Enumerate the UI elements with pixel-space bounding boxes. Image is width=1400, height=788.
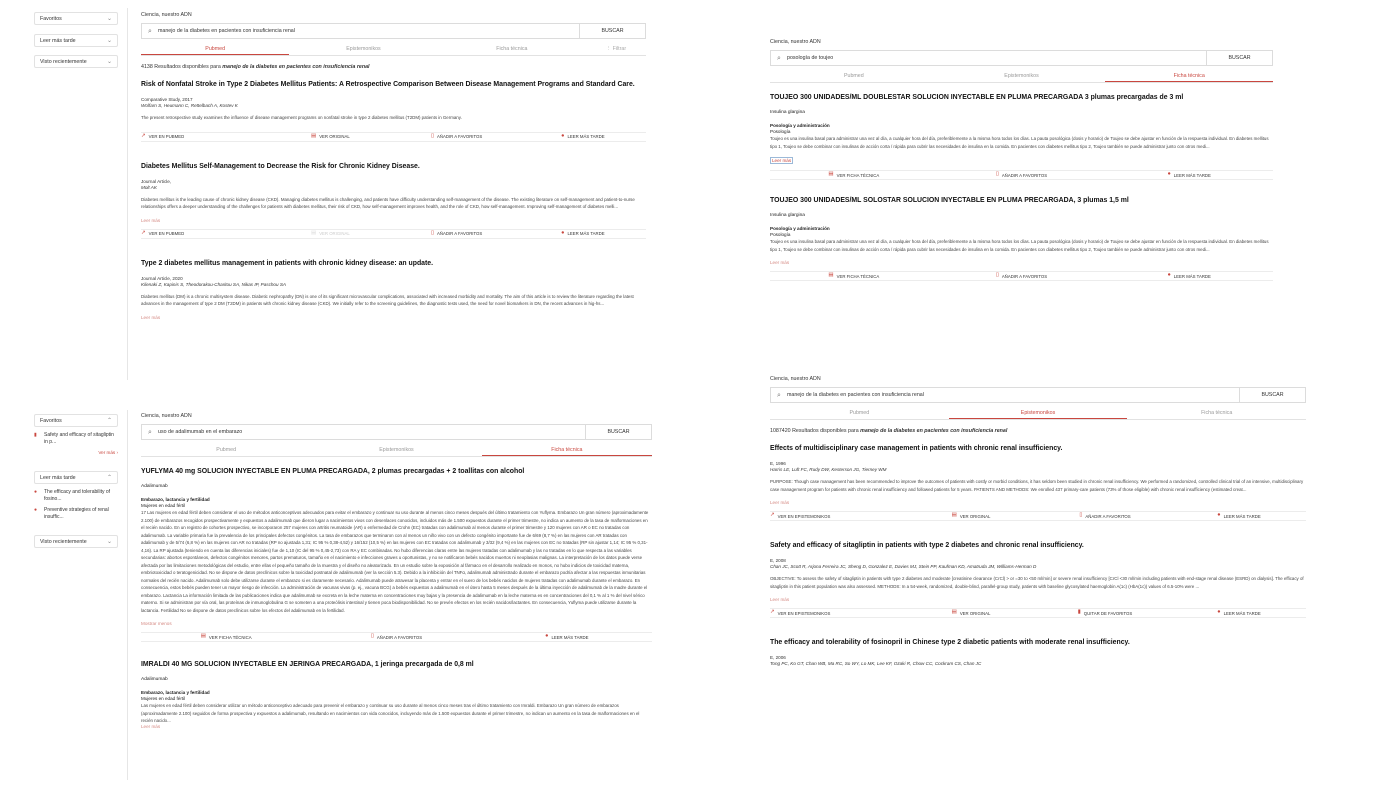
drug-actions	[141, 632, 652, 642]
ver-ficha-tecnica-button[interactable]	[770, 273, 938, 279]
add-favorites-button[interactable]	[1038, 513, 1172, 519]
article-type: Journal Article, 2020	[141, 275, 183, 281]
search-button[interactable]: BUSCAR	[1206, 51, 1272, 65]
section-subheading: Posología	[770, 129, 791, 134]
article-title[interactable]: Effects of multidisciplinary case management in patients with chronic renal insufficiency.	[770, 445, 1063, 452]
ver-en-epistemonikos-button[interactable]	[770, 513, 904, 519]
tab-ficha-tecnica[interactable]: Ficha técnica	[1201, 410, 1233, 416]
read-later-button[interactable]	[520, 134, 646, 140]
ver-mas-link[interactable]	[34, 450, 118, 455]
sidebar-visto-dropdown[interactable]	[34, 535, 118, 548]
ver-ficha-tecnica-button[interactable]	[141, 634, 311, 640]
leer-item[interactable]	[34, 489, 118, 503]
add-favorites-label: AÑADIR A FAVORITOS	[437, 134, 483, 139]
drug-text: Toujeo es una insulina basal para administrar una vez al día, a cualquier hora del día, preferiblemente a la misma hora todos los días. La pauta posológica (dosis y horario) de Toujeo se debe ajustar en función de la respuesta individual. En diabetes mellitus tipo 1, Toujeo se debe combinar con insulinas de acción corta / rápida para cubrir las necesidades de insulina en la comida. En pacientes con diabetes mellitus tipo 2, Toujeo también se puede administrar junto con otros medi...	[770, 239, 1269, 252]
brand-title: Ciencia, nuestro ADN	[770, 376, 821, 382]
article-card	[141, 80, 646, 142]
results-query: manejo de la diabetes en pacientes con insuficiencia renal	[222, 64, 370, 70]
filter-icon: ⋮	[605, 46, 612, 52]
article-card	[141, 162, 646, 239]
bookmark-icon: ▯	[370, 633, 374, 640]
results-count-text: 1087420 Resultados disponibles para	[770, 428, 859, 434]
search-input[interactable]: uso de adalimumab en el embarazo	[158, 429, 243, 435]
drug-card	[770, 93, 1273, 180]
add-favorites-button[interactable]	[311, 634, 481, 640]
article-authors: Tong PC, Ko GT, Chan WB, Ma RC, So WY, Lo MK, Lee KF, Ozaki R, Chow CC, Cockram CS, Chan JC	[770, 661, 982, 666]
ver-ficha-label: VER FICHA TÉCNICA	[836, 172, 880, 178]
external-link-icon: ↗	[141, 132, 146, 139]
sidebar-divider	[127, 410, 128, 780]
search-button[interactable]: BUSCAR	[585, 425, 651, 439]
remove-favorites-label: QUITAR DE FAVORITOS	[1083, 610, 1133, 616]
favorite-item[interactable]	[34, 432, 118, 446]
source-tabs	[141, 445, 652, 457]
bookmark-icon: ▯	[431, 229, 435, 236]
search-icon: ⌕	[148, 27, 152, 35]
search-bar	[770, 50, 1273, 66]
search-icon: ⌕	[777, 54, 781, 62]
ver-en-epistemonikos-label: VER EN EPISTEMONIKOS	[777, 513, 831, 519]
drug-text: Las mujeres en edad fértil deben considerar utilizar un método anticonceptivo adecuado para prevenir el embarazo y continuar su uso durante al menos cinco meses tras el último tratamiento con Imraldi. Embarazo Un gran número de embarazos (aproximadamente 2.100) seguidos de forma prospectiva y expuestos a adalimumab, resultando en nacimientos con vida conocidos, incluyendo más de 1.500 expuestos durante el primer trimestre, no indican un aumento en la tasa de malformaciones en el recién nacido...	[141, 703, 640, 723]
visto-label: Visto recientemente	[40, 58, 87, 65]
clock-icon: ●	[545, 633, 549, 640]
leer-mas-link[interactable]: Leer más	[141, 314, 161, 320]
drug-card	[770, 196, 1273, 281]
chevron-right-icon: ›	[116, 450, 118, 455]
ver-ficha-label: VER FICHA TÉCNICA	[208, 634, 252, 640]
article-authors: Kilenaki Z, Kapinis S, Theodorakou-Charitou SA, Nikas IP, Paschou SA	[141, 281, 286, 287]
search-button[interactable]: BUSCAR	[579, 24, 645, 38]
article-abstract: The present retrospective study examines the influence of disease management programs on nonfatal stroke in type 2 diabetes mellitus (T2DM) patients in Germany.	[141, 115, 462, 120]
add-favorites-button[interactable]	[938, 273, 1106, 279]
drug-title[interactable]: YUFLYMA 40 mg SOLUCION INYECTABLE EN PLUMA PRECARGADA, 2 plumas precargadas + 2 toallitas con alcohol	[141, 468, 525, 475]
add-favorites-label: AÑADIR A FAVORITOS	[1001, 172, 1048, 178]
bookmark-icon: ▯	[1079, 512, 1083, 519]
drug-title[interactable]: TOUJEO 300 UNIDADES/ML DOUBLESTAR SOLUCION INYECTABLE EN PLUMA PRECARGADA 3 plumas precargadas de 3 ml	[770, 94, 1184, 101]
favorite-item-text: Safety and efficacy of sitagliptin in p...	[44, 432, 114, 445]
bookmark-icon: ▮	[34, 432, 37, 438]
chevron-down-icon: ⌄	[106, 58, 112, 65]
ficha-tecnica-panel	[141, 413, 652, 785]
article-abstract: OBJECTIVE: To assess the safety of sitagliptin in patients with type 2 diabetes and moderate [creatinine clearance (CrCl) > or =30 to <50 ml/min] or severe renal insufficiency [CrCl <30 ml/min including patients with end-stage renal disease (ESRD) on dialysis]. The efficacy of sitagliptin in this patient population was also assessed. METHODS: In a 54-week, randomized, double-blind, parallel-group study, patients with baseline glycosylated haemoglobin A(1c) (HbA(1c)) values of 6.5-10% were ...	[770, 576, 1304, 589]
add-favorites-button[interactable]	[938, 172, 1106, 178]
ver-original-label: VER ORIGINAL	[959, 513, 991, 519]
bookmark-filled-icon: ▮	[1077, 609, 1081, 616]
section-heading: Posología y administración	[770, 123, 830, 128]
ver-en-pubmed-button[interactable]	[141, 231, 267, 237]
document-icon: ▤	[828, 171, 834, 178]
epistemonikos-results-panel	[770, 376, 1306, 756]
tab-ficha-tecnica[interactable]: Ficha técnica	[496, 46, 528, 52]
leer-mas-link[interactable]: Leer más	[772, 158, 792, 163]
ver-original-label: VER ORIGINAL	[959, 610, 991, 616]
sidebar-divider	[127, 8, 128, 380]
results-query: manejo de la diabetes en pacientes con insuficiencia renal	[860, 428, 1008, 434]
article-actions	[770, 608, 1306, 618]
leer-item[interactable]	[34, 507, 118, 521]
chevron-down-icon: ⌄	[106, 37, 112, 44]
article-title[interactable]: Risk of Nonfatal Stroke in Type 2 Diabetes Mellitus Patients: A Retrospective Comparison Between Disease Management Programs and Standard Care.	[141, 81, 635, 88]
clock-icon: ●	[1217, 609, 1221, 616]
favoritos-label: Favoritos	[40, 417, 62, 424]
article-title[interactable]: Type 2 diabetes mellitus management in patients with chronic kidney disease: an update.	[141, 259, 434, 267]
read-later-label: LEER MÁS TARDE	[551, 634, 589, 640]
chevron-down-icon: ⌄	[106, 538, 112, 545]
read-later-label: LEER MÁS TARDE	[1173, 172, 1211, 178]
tab-epistemonikos[interactable]: Epistemonikos	[1004, 73, 1039, 79]
tab-pubmed[interactable]: Pubmed	[141, 44, 289, 55]
search-bar	[770, 387, 1306, 403]
section-subheading: Posología	[770, 232, 791, 237]
document-icon: ▤	[951, 609, 957, 616]
tab-ficha-tecnica[interactable]: Ficha técnica	[1105, 71, 1273, 82]
drug-title[interactable]: TOUJEO 300 UNIDADES/ML SOLOSTAR SOLUCION INYECTABLE EN PLUMA PRECARGADA, 3 plumas 1,5 ml	[770, 197, 1129, 204]
drug-actions	[770, 271, 1273, 281]
article-card	[141, 259, 646, 320]
read-later-label: LEER MÁS TARDE	[567, 231, 605, 236]
ver-original-label: VER ORIGINAL	[319, 231, 350, 236]
leer-mas-link[interactable]: Leer más	[141, 724, 161, 729]
article-authors: Wolfarn S, Heumann C, Rettelbach A, Kostev K	[141, 103, 238, 108]
read-later-button[interactable]	[1172, 513, 1306, 519]
ver-original-button	[267, 231, 393, 237]
external-link-icon: ↗	[770, 512, 775, 519]
leer-label: Leer más tarde	[40, 474, 76, 481]
drug-substance: Insulina glargina	[770, 213, 805, 218]
add-favorites-button[interactable]	[394, 134, 520, 140]
leer-mas-link[interactable]: Leer más	[770, 260, 790, 265]
search-icon: ⌕	[777, 391, 781, 399]
section-heading: Embarazo, lactancia y fertilidad	[141, 497, 210, 502]
ficha-tecnica-panel	[770, 39, 1273, 324]
brand-title: Ciencia, nuestro ADN	[141, 413, 192, 419]
article-authors: Chan JC, Scott R, Arjona Ferreira JC, Sheng D, Gonzalez E, Davies MJ, Stein PP, Kaufman KD, Amatruda JM, Williams-Herman D	[770, 564, 1037, 569]
document-icon: ▤	[951, 512, 957, 519]
brand-title: Ciencia, nuestro ADN	[770, 39, 821, 45]
article-authors: Molt AK	[141, 184, 157, 190]
article-type: E, 2006	[770, 655, 786, 660]
favoritos-list	[34, 428, 118, 468]
filter-label: Filtrar	[612, 46, 627, 52]
read-later-label: LEER MÁS TARDE	[1223, 513, 1261, 519]
ver-original-button[interactable]	[904, 610, 1038, 616]
document-icon: ▤	[828, 272, 834, 279]
article-abstract: PURPOSE: Though case management has been recommended to improve the outcomes of patients with costly or morbid conditions, it has seldom been studied in chronic renal insufficiency. We performed a randomized, controlled clinical trial of an intensive, multidisciplinary case management program for patients with chronic renal insufficiency and followed patients for 5 years. PATIENTS AND METHODS: We enrolled 437 primary-care patients (73% of those eligible) with chronic renal insufficiency (estimated creat...	[770, 479, 1304, 492]
source-tabs	[141, 44, 646, 56]
article-type: Journal Article,	[141, 178, 172, 184]
source-tabs	[770, 408, 1306, 420]
ver-en-epistemonikos-button[interactable]	[770, 610, 904, 616]
read-later-button[interactable]	[1172, 610, 1306, 616]
search-input[interactable]: posología de toujeo	[787, 55, 834, 61]
clock-icon: ●	[561, 132, 565, 139]
results-count	[141, 64, 646, 70]
drug-substance: Adalimumab	[141, 677, 168, 682]
article-actions	[770, 511, 1306, 521]
add-favorites-label: AÑADIR A FAVORITOS	[437, 231, 483, 236]
bookmark-icon: ▯	[995, 171, 999, 178]
document-icon: ▤	[310, 229, 317, 236]
article-actions	[141, 229, 646, 239]
sidebar-favoritos-dropdown[interactable]	[34, 12, 118, 25]
clock-icon: ●	[34, 507, 38, 513]
search-bar	[141, 23, 646, 39]
clock-icon: ●	[1167, 272, 1171, 279]
tab-pubmed[interactable]: Pubmed	[843, 73, 864, 79]
tab-pubmed[interactable]: Pubmed	[216, 447, 237, 453]
sidebar-leer-dropdown[interactable]	[34, 34, 118, 47]
article-type: E, 1996	[770, 461, 786, 466]
tab-ficha-tecnica[interactable]: Ficha técnica	[482, 445, 652, 456]
results-count-text: 4138 Resultados disponibles para	[141, 64, 221, 70]
add-favorites-button[interactable]	[394, 231, 520, 237]
add-favorites-label: AÑADIR A FAVORITOS	[376, 634, 423, 640]
bookmark-icon: ▯	[995, 272, 999, 279]
sidebar-favoritos-dropdown[interactable]	[34, 414, 118, 427]
leer-item-text: Preventive strategies of renal insuffic...	[44, 507, 109, 520]
ver-en-pubmed-button[interactable]	[141, 134, 267, 140]
drug-text: 17 Las mujeres en edad fértil deben considerar el uso de métodos anticonceptivos adecuados para evitar el embarazo y continuar su uso durante al menos cinco meses después del último tratamiento con Yuflyma. Embarazo Un gran número (aproximadamente 2.100) de embarazos recogidos prospectivamente y expuestos a adalimumab que dieron lugar a nacimientos vivos con desenlaces conocidos, incluidos más de 1.500 expuestos durante el primer trimestre, no indica un aumento de la tasa de malformaciones en el recién nacido. En un registro de cohortes prospectivo, se incorporaron 257 mujeres con artritis reumatoide (AR) o enfermedad de Crohn (EC) tratadas con adalimumab al menos durante el primer trimestre y 120 mujeres con AR o EC no tratadas con adalimumab. La variable primaria fue la prevalencia de los principales defectos congénitos. La tasa de embarazos que terminaron con al menos un niño vivo con un defecto congénito importante fue de 6/69 (8,7 %) en las mujeres con AR tratadas con adalimumab y de 5/74 (6,8 %) en las mujeres con AR no tratadas (RP no ajustada 1,31; IC 95 % 0,38-4,52) y 16/152 (10,5 %) en las mujeres con EC tratadas con adalimumab y 3/32 (9,4 %) en las mujeres con EC no tratadas (RP sin ajustar 1,14; IC 95 % 0,31-4,16). La RP ajustada (teniendo en cuenta las diferencias iniciales) fue de 1,10 (IC del 95 % 0,45-2,73) con RA y EC combinadas. No hubo diferencias claras entre las mujeres tratadas con adalimumab y las no tratadas en lo que respecta a las variables secundarias: abortos espontáneos, defectos congénitos menores, partos prematuros, tamaño en el nacimiento e infecciones graves u oportunistas, y no se notificaron bebés nacidos muertos ni neoplasias malignas. La interpretación de los datos puede verse afectada por las limitaciones metodológicas del estudio, entre ellas el pequeño tamaño de la muestra y el diseño no aleatorizado. En un estudio sobre la exposición al fármaco en el desarrollo realizado en monos, no hubo indicios de toxicidad materna, embriotoxicidad o teratogenicidad. No se dispone de datos preclínicos sobre la toxicidad postnatal de adalimumab (ver la sección 5.3). Debido a la inhibición del TNFα, adalimumab administrado durante el embarazo podría afectar a las respuestas inmunitarias normales del recién nacido. Adalimumab solo debe utilizarse durante el embarazo si es claramente necesario. Adalimumab puede atravesar la placenta y entrar en el suero de los bebés nacidos de mujeres tratadas con adalimumab durante el embarazo. En consecuencia, estos bebés pueden tener un mayor riesgo de infección. La administración de vacunas vivas (p. ej., vacuna BCG) a bebés expuestos a adalimumab en el útero hasta 5 meses después de la última inyección de adalimumab de la madre durante el embarazo. Lactancia La información limitada de las publicaciones indica que adalimumab se excreta en la leche materna en concentraciones muy bajas y la presencia de adalimumab en la leche materna es en concentraciones del 0,1 % al 1 % del nivel sérico materno. Si se administran por vía oral, las proteínas de inmunoglobulina G se someten a una proteólisis intestinal y tienen poca biodisponibilidad. No se prevén efectos en los recién nacidos/lactantes. En consecuencia, Yuflyma puede utilizarse durante la lactancia. Fertilidad No se dispone de datos preclínicos sobre los efectos del adalimumab en la fertilidad.	[141, 510, 649, 613]
ver-en-epistemonikos-label: VER EN EPISTEMONIKOS	[777, 610, 831, 616]
article-card	[770, 541, 1306, 618]
read-later-button[interactable]	[520, 231, 646, 237]
section-heading: Embarazo, lactancia y fertilidad	[141, 690, 210, 695]
clock-icon: ●	[1167, 171, 1171, 178]
article-title[interactable]: Safety and efficacy of sitagliptin in patients with type 2 diabetes and chronic renal insufficiency.	[770, 542, 1084, 549]
external-link-icon: ↗	[770, 609, 775, 616]
read-later-label: LEER MÁS TARDE	[1223, 610, 1261, 616]
ver-en-pubmed-label: VER EN PUBMED	[148, 134, 185, 139]
ver-original-button[interactable]	[267, 134, 393, 140]
section-heading: Posología y administración	[770, 226, 830, 231]
tab-epistemonikos[interactable]: Epistemonikos	[949, 408, 1128, 419]
drug-substance: Adalimumab	[141, 484, 168, 489]
add-favorites-label: AÑADIR A FAVORITOS	[1001, 273, 1048, 279]
ver-ficha-label: VER FICHA TÉCNICA	[836, 273, 880, 279]
article-authors: Harris LE, Luft FC, Rudy DW, Kesterson JG, Tierney WM	[770, 467, 887, 472]
ver-original-label: VER ORIGINAL	[319, 134, 350, 139]
brand-title: Ciencia, nuestro ADN	[141, 12, 192, 18]
leer-list	[34, 485, 118, 531]
sidebar-leer-dropdown[interactable]	[34, 471, 118, 484]
chevron-up-icon: ⌃	[106, 417, 112, 424]
visto-label: Visto recientemente	[40, 538, 87, 545]
clock-icon: ●	[561, 229, 565, 236]
search-icon: ⌕	[148, 428, 152, 436]
article-abstract: Diabetes mellitus (DM) is a chronic multisystem disease. Diabetic nephropathy (DN) is one of its significant microvascular complications, associated with increased morbidity and mortality. The aim of this article is to review the literature regarding the latest advances in the management of type 2 DM (T2DM) in patients with chronic kidney disease (CKD). We initially refer to the screening guidelines, the diagnostic tests used, the need for novel biomarkers in DN, the recent advances in hig-hs...	[141, 293, 634, 306]
drug-card	[141, 660, 652, 729]
mostrar-menos-link[interactable]: Mostrar menos	[141, 621, 172, 626]
read-later-button[interactable]	[1105, 172, 1273, 178]
ver-original-button[interactable]	[904, 513, 1038, 519]
favoritos-label: Favoritos	[40, 15, 62, 22]
search-input[interactable]: manejo de la diabetes en pacientes con insuficiencia renal	[787, 392, 924, 398]
article-type: Comparative Study, 2017	[141, 97, 193, 102]
chevron-down-icon: ⌄	[106, 15, 112, 22]
article-actions	[141, 132, 646, 142]
source-tabs	[770, 71, 1273, 83]
drug-title[interactable]: IMRALDI 40 MG SOLUCION INYECTABLE EN JERINGA PRECARGADA, 1 jeringa precargada de 0,8 ml	[141, 661, 474, 668]
document-icon: ▤	[310, 132, 317, 139]
pubmed-results-panel	[141, 12, 646, 378]
search-bar	[141, 424, 652, 440]
drug-actions	[770, 170, 1273, 180]
ver-ficha-tecnica-button[interactable]	[770, 172, 938, 178]
article-type: E, 2008	[770, 558, 786, 563]
read-later-button[interactable]	[482, 634, 652, 640]
leer-mas-link[interactable]: Leer más	[141, 217, 161, 223]
article-card	[770, 638, 1306, 667]
tab-epistemonikos[interactable]: Epistemonikos	[346, 46, 381, 52]
chevron-up-icon: ⌃	[106, 474, 112, 481]
section-subheading: Mujeres en edad fértil	[141, 503, 186, 508]
ver-en-pubmed-label: VER EN PUBMED	[148, 231, 185, 236]
article-title[interactable]: The efficacy and tolerability of fosinopril in Chinese type 2 diabetic patients with moderate renal insufficiency.	[770, 639, 1130, 646]
drug-text: Toujeo es una insulina basal para administrar una vez al día, a cualquier hora del día, preferiblemente a la misma hora todos los días. La pauta posológica (dosis y horario) de Toujeo se debe ajustar en función de la respuesta individual. En diabetes mellitus tipo 1, Toujeo se debe combinar con insulinas de acción corta / rápida para cubrir las necesidades de insulina en la comida. En pacientes con diabetes mellitus tipo 2, Toujeo también se puede administrar junto con otros medi...	[770, 136, 1269, 149]
add-favorites-label: AÑADIR A FAVORITOS	[1085, 513, 1131, 519]
clock-icon: ●	[34, 489, 38, 495]
leer-mas-link[interactable]: Leer más	[770, 500, 790, 505]
sidebar-visto-dropdown[interactable]	[34, 55, 118, 68]
document-icon: ▤	[200, 633, 206, 640]
article-title[interactable]: Diabetes Mellitus Self-Management to Decrease the Risk for Chronic Kidney Disease.	[141, 162, 420, 170]
read-later-label: LEER MÁS TARDE	[1173, 273, 1211, 279]
read-later-label: LEER MÁS TARDE	[567, 134, 605, 139]
external-link-icon: ↗	[141, 229, 146, 236]
read-later-button[interactable]	[1105, 273, 1273, 279]
leer-item-text: The efficacy and tolerability of fosino...	[44, 489, 111, 502]
leer-label: Leer más tarde	[40, 37, 76, 44]
leer-mas-link[interactable]: Leer más	[770, 597, 790, 602]
clock-icon: ●	[1217, 512, 1221, 519]
article-card	[770, 444, 1306, 521]
bookmark-icon: ▯	[431, 132, 435, 139]
tab-pubmed[interactable]: Pubmed	[849, 410, 870, 416]
results-count	[770, 428, 1306, 434]
section-subheading: Mujeres en edad fértil	[141, 696, 186, 701]
filter-button[interactable]	[586, 44, 646, 55]
drug-substance: Insulina glargina	[770, 110, 805, 115]
article-abstract: Diabetes mellitus is the leading cause of chronic kidney disease (CKD). Managing diabetes mellitus is challenging, and patients have difficulty understanding self-management of the disease. The existing literature on self-management and patient-to-nurse relationships offers a deeper understanding of the challenges for patients with diabetes mellitus, their risk of CKD, how self-management improves health, and the role of CKD, how self-management. Improving self-management of diabetes melli...	[141, 196, 635, 209]
search-input[interactable]: manejo de la diabetes en pacientes con insuficiencia renal	[158, 28, 295, 34]
tab-epistemonikos[interactable]: Epistemonikos	[379, 447, 414, 453]
remove-favorites-button[interactable]	[1038, 610, 1172, 616]
search-button[interactable]: BUSCAR	[1239, 388, 1305, 402]
drug-card	[141, 467, 652, 642]
ver-mas-label: Ver más	[98, 450, 116, 455]
